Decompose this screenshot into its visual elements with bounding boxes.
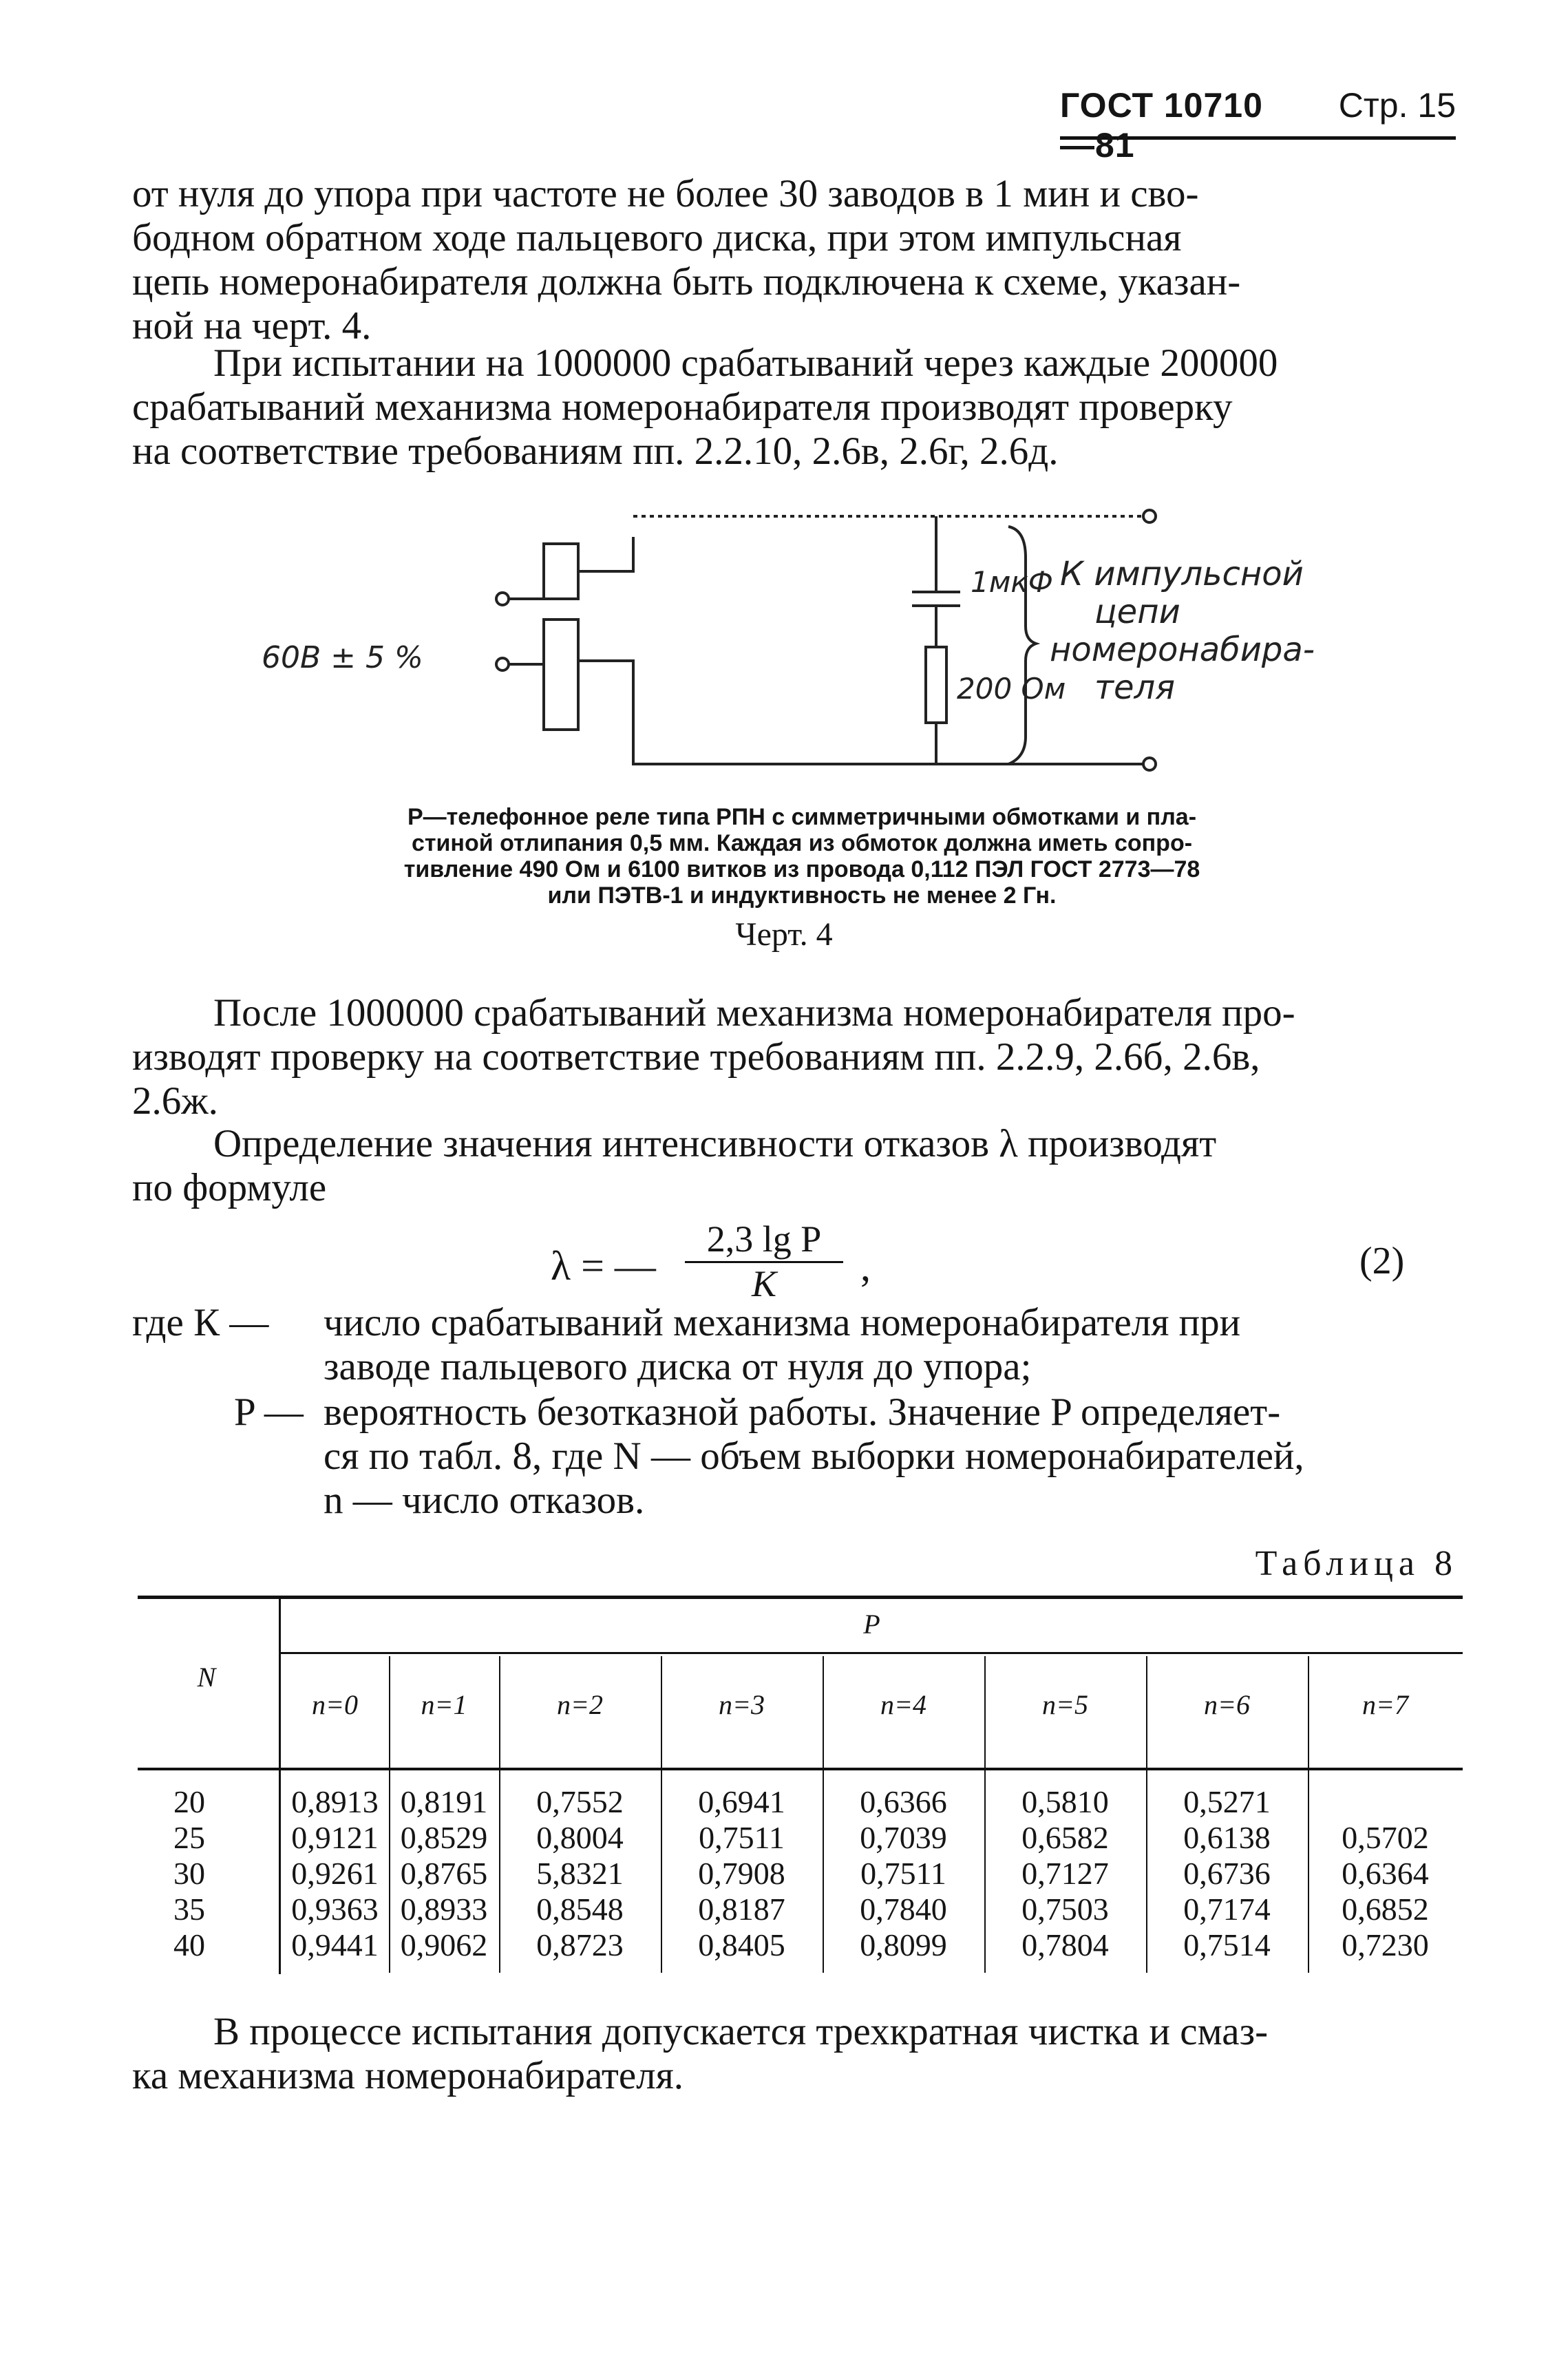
table-cell: 0,7552 xyxy=(536,1784,624,1819)
text-line: 2.6ж. xyxy=(132,1079,218,1123)
table-cell: 0,7511 xyxy=(699,1820,785,1855)
table-cell: 0,6736 xyxy=(1183,1856,1271,1891)
paragraph-1 xyxy=(132,172,1461,348)
paragraph-3 xyxy=(132,991,1461,1123)
text-line: изводят проверку на соответствие требованиям пп. 2.2.9, 2.6б, 2.6в, xyxy=(132,1035,1260,1079)
resistor-label: 200 Ом xyxy=(957,672,1066,706)
voltage-label: 60В ± 5 % xyxy=(262,640,423,675)
table-cell: 0,7804 xyxy=(1021,1927,1109,1962)
column-separator xyxy=(389,1656,390,1973)
page-number: Стр. 15 xyxy=(1338,86,1456,125)
paragraph-5 xyxy=(132,2010,1461,2098)
page-header xyxy=(1060,81,1456,165)
bracket-label-line: цепи xyxy=(1094,593,1180,631)
text-line: ной на черт. 4. xyxy=(132,304,372,348)
table-cell: 0,7174 xyxy=(1183,1892,1271,1927)
caption-line: тивление 490 Ом и 6100 витков из провода 0,112 ПЭЛ ГОСТ 2773—78 xyxy=(403,856,1200,882)
table-header-rule xyxy=(138,1768,1463,1770)
caption-line: Р—телефонное реле типа РПН с симметричными обмотками и пла- xyxy=(407,804,1197,830)
text-line: заводе пальцевого диска от нуля до упора; xyxy=(324,1345,1032,1388)
capacitor-label: 1мкФ xyxy=(971,565,1053,599)
table-cell: 0,7840 xyxy=(860,1892,947,1927)
text-line: В процессе испытания допускается трехкратная чистка и смаз- xyxy=(213,2010,1269,2053)
column-header: n=6 xyxy=(1204,1689,1250,1720)
table-cell: 0,7127 xyxy=(1021,1856,1109,1891)
circuit-diagram xyxy=(248,496,1349,785)
text-line: n — число отказов. xyxy=(324,1479,645,1522)
text-line: вероятность безотказной работы. Значение P определяет- xyxy=(324,1390,1281,1434)
column-separator xyxy=(1146,1656,1147,1973)
column-header: n=4 xyxy=(880,1689,926,1720)
table-cell: 0,6366 xyxy=(860,1784,947,1819)
table-cell: 0,8187 xyxy=(698,1892,785,1927)
table-top-rule xyxy=(138,1596,1463,1599)
formula-lhs: λ = — xyxy=(551,1243,656,1289)
formula-denominator: K xyxy=(751,1263,777,1304)
relay-lower xyxy=(544,620,578,730)
table-cell: 0,5810 xyxy=(1021,1784,1109,1819)
def-p-text xyxy=(324,1390,1463,1523)
column-header: n=1 xyxy=(421,1689,467,1720)
table-cell: 0,8548 xyxy=(536,1892,624,1927)
text-line: ся по табл. 8, где N — объем выборки номеронабирателей, xyxy=(324,1434,1304,1478)
table-cell: 0,9062 xyxy=(400,1927,488,1962)
text-line: При испытании на 1000000 срабатываний через каждые 200000 xyxy=(213,341,1278,385)
text-line: ка механизма номеронабирателя. xyxy=(132,2054,684,2097)
table-cell: 0,7503 xyxy=(1021,1892,1109,1927)
table-cell: 0,7039 xyxy=(860,1820,947,1855)
column-separator xyxy=(661,1656,662,1973)
formula-fraction xyxy=(685,1218,843,1304)
column-header: n=3 xyxy=(719,1689,765,1720)
text-line: После 1000000 срабатываний механизма номеронабирателя про- xyxy=(213,991,1295,1035)
formula-comma: , xyxy=(860,1244,871,1289)
table-group-rule xyxy=(279,1652,1463,1654)
text-line: по формуле xyxy=(132,1166,327,1209)
column-header: n=2 xyxy=(557,1689,603,1720)
table-cell: 0,8723 xyxy=(536,1927,624,1962)
table-cell: 0,8004 xyxy=(536,1820,624,1855)
bracket-label-line: номеронабира- xyxy=(1050,631,1315,669)
paragraph-2 xyxy=(132,341,1461,474)
table-cell: 0,5702 xyxy=(1342,1820,1429,1855)
table-cell: 5,8321 xyxy=(536,1856,624,1891)
row-n-cell: 40 xyxy=(173,1927,205,1962)
formula xyxy=(537,1218,1019,1304)
text-line: бодном обратном ходе пальцевого диска, при этом импульсная xyxy=(132,216,1182,260)
table-cell: 0,7511 xyxy=(860,1856,946,1891)
table-cell: 0,8529 xyxy=(400,1820,488,1855)
table-cell: 0,7230 xyxy=(1342,1927,1429,1962)
probability-table xyxy=(138,1596,1463,1981)
row-n-cell: 25 xyxy=(173,1820,205,1855)
column-separator xyxy=(499,1656,500,1973)
caption-line: или ПЭТВ-1 и индуктивность не менее 2 Гн. xyxy=(547,882,1057,909)
table-cell: 0,8405 xyxy=(698,1927,785,1962)
def-k-lead: где К — xyxy=(132,1301,269,1344)
table-cell: 0,9261 xyxy=(291,1856,379,1891)
column-separator xyxy=(823,1656,824,1973)
def-k-text xyxy=(324,1301,1463,1389)
table-cell: 0,6138 xyxy=(1183,1820,1271,1855)
table-cell: 0,6852 xyxy=(1342,1892,1429,1927)
text-line: на соответствие требованиям пп. 2.2.10, 2.6в, 2.6г, 2.6д. xyxy=(132,430,1059,473)
column-separator xyxy=(984,1656,986,1973)
table-cell: 0,5271 xyxy=(1183,1784,1271,1819)
table-cell: 0,8913 xyxy=(291,1784,379,1819)
def-p-lead: P — xyxy=(234,1390,304,1434)
column-header: n=0 xyxy=(312,1689,358,1720)
table-cell: 0,6364 xyxy=(1342,1856,1429,1891)
table-cell: 0,8933 xyxy=(400,1892,488,1927)
formula-numerator: 2,3 lg P xyxy=(706,1218,822,1260)
column-header: n=5 xyxy=(1042,1689,1088,1720)
table-cell: 0,8765 xyxy=(400,1856,488,1891)
row-n-cell: 20 xyxy=(173,1784,205,1819)
figure-caption xyxy=(275,804,1328,909)
table-cell: 0,8099 xyxy=(860,1927,947,1962)
text-line: срабатываний механизма номеронабирателя производят проверку xyxy=(132,385,1233,429)
column-separator xyxy=(1308,1656,1309,1973)
table-cell: 0,8191 xyxy=(400,1784,488,1819)
table-cell: 0,9121 xyxy=(291,1820,379,1855)
text-line: цепь номеронабирателя должна быть подключена к схеме, указан- xyxy=(132,260,1241,304)
row-n-cell: 35 xyxy=(173,1892,205,1927)
table-cell: 0,7514 xyxy=(1183,1927,1271,1962)
table-cell: 0,9441 xyxy=(291,1927,379,1962)
group-header: P xyxy=(863,1609,880,1640)
figure-title: Черт. 4 xyxy=(735,916,833,953)
relay-upper xyxy=(544,544,578,599)
bracket-label-line: К импульсной xyxy=(1060,555,1304,593)
row-n-cell: 30 xyxy=(173,1856,205,1891)
column-header: n=7 xyxy=(1362,1689,1408,1720)
text-line: число срабатываний механизма номеронабирателя при xyxy=(324,1301,1241,1344)
equation-number: (2) xyxy=(1359,1240,1405,1282)
standard-code: ГОСТ 10710—81 xyxy=(1060,86,1263,165)
text-line: от нуля до упора при частоте не более 30 заводов в 1 мин и сво- xyxy=(132,172,1199,215)
table-cell: 0,7908 xyxy=(698,1856,785,1891)
caption-line: стиной отлипания 0,5 мм. Каждая из обмоток должна иметь сопро- xyxy=(411,830,1193,856)
text-line: Определение значения интенсивности отказов λ производят xyxy=(213,1122,1217,1165)
paragraph-4 xyxy=(132,1122,1461,1210)
table-caption: Таблица 8 xyxy=(1255,1544,1458,1583)
table-cell: 0,6941 xyxy=(698,1784,785,1819)
table-cell: 0,6582 xyxy=(1021,1820,1109,1855)
table-cell: 0,9363 xyxy=(291,1892,379,1927)
row-header: N xyxy=(197,1662,216,1693)
bracket-label-line: теля xyxy=(1094,668,1176,707)
